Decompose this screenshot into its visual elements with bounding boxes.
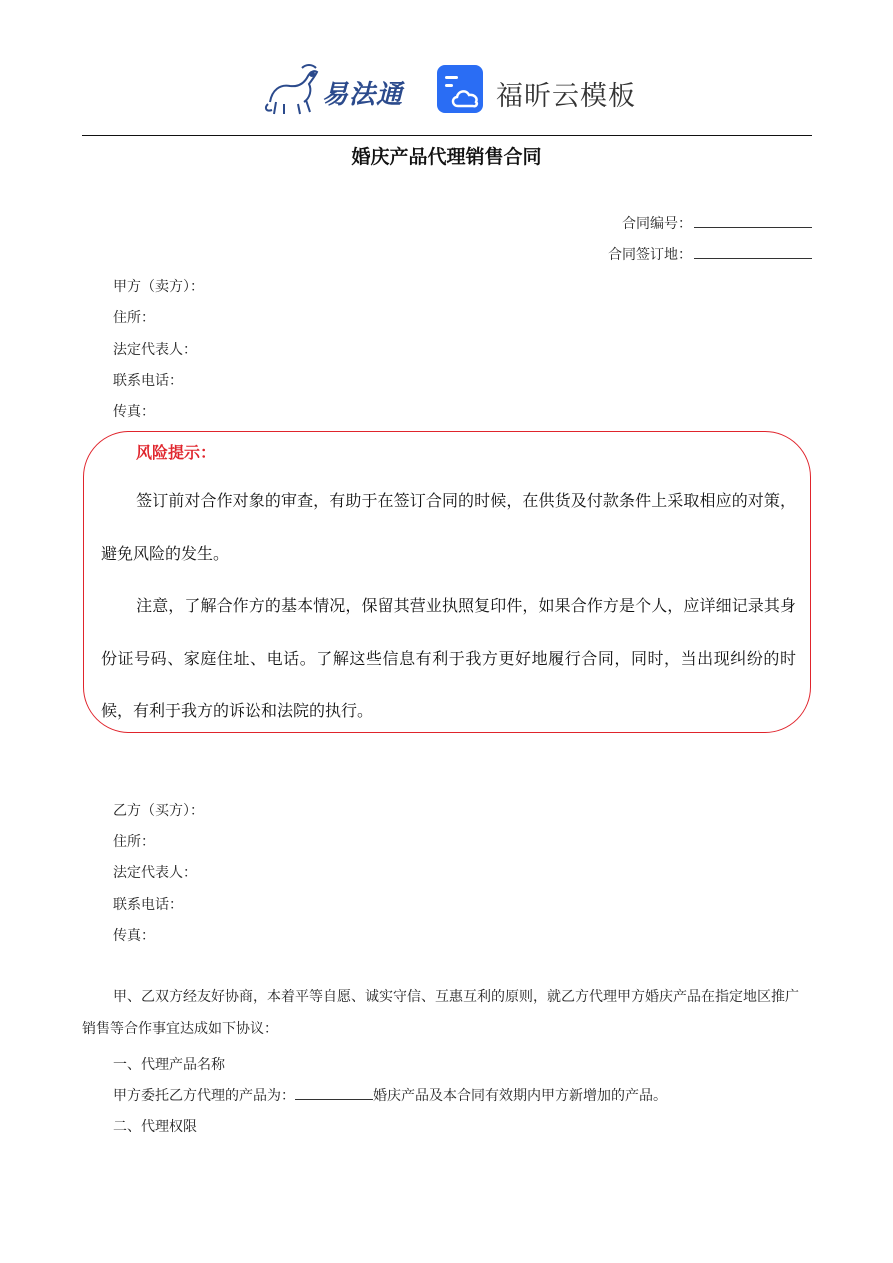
agreement-intro-text: 甲、乙双方经友好协商，本着平等自愿、诚实守信、互惠互利的原则，就乙方代理甲方婚庆产品在指定地区推广销售等合作事宜达成如下协议： <box>82 989 799 1037</box>
party-b-fax: 传真： <box>113 928 155 944</box>
risk-notice-title: 风险提示： <box>136 443 217 462</box>
yifatong-logo-text: 易法通 <box>322 80 404 110</box>
party-b-address: 住所： <box>113 834 155 850</box>
sign-place-label: 合同签订地： <box>608 247 692 263</box>
risk-notice-paragraph-2 <box>101 580 796 738</box>
section-1-title: 一、代理产品名称 <box>113 1057 225 1073</box>
party-a-address: 住所： <box>113 310 155 326</box>
party-a-phone: 联系电话： <box>113 373 183 389</box>
risk-paragraph-1-text: 签订前对合作对象的审查，有助于在签订合同的时候，在供货及付款条件上采取相应的对策，避免风险的发生。 <box>101 491 796 563</box>
sign-place-blank[interactable] <box>694 244 812 259</box>
contract-number-label: 合同编号： <box>622 216 692 232</box>
section-1-prefix: 甲方委托乙方代理的产品为： <box>113 1088 295 1104</box>
contract-number-line <box>622 213 812 233</box>
party-b-heading: 乙方（买方）： <box>113 803 204 819</box>
sign-place-line <box>608 244 812 264</box>
section-2-title: 二、代理权限 <box>113 1119 197 1135</box>
document-title: 婚庆产品代理销售合同 <box>351 146 542 168</box>
party-a-legal-rep: 法定代表人： <box>113 342 197 358</box>
product-name-blank[interactable] <box>295 1087 373 1100</box>
header-divider <box>82 135 812 136</box>
risk-paragraph-2-text: 注意，了解合作方的基本情况，保留其营业执照复印件，如果合作方是个人，应详细记录其身份证号码、家庭住址、电话。了解这些信息有利于我方更好地履行合同，同时，当出现纠纷的时候，有利于我方的诉讼和法院的执行。 <box>101 596 796 720</box>
party-b-phone: 联系电话： <box>113 897 183 913</box>
party-b-legal-rep: 法定代表人： <box>113 865 197 881</box>
fuxin-logo-text: 福昕云模板 <box>496 81 636 112</box>
agreement-intro <box>82 981 812 1045</box>
section-1-suffix: 婚庆产品及本合同有效期内甲方新增加的产品。 <box>373 1088 667 1104</box>
risk-notice-paragraph-1 <box>101 475 796 580</box>
party-a-heading: 甲方（卖方）： <box>113 279 204 295</box>
section-1-clause <box>113 1085 667 1105</box>
contract-number-blank[interactable] <box>694 213 812 228</box>
qilin-logo-icon <box>262 62 322 118</box>
cloud-document-icon <box>436 64 486 116</box>
page-header <box>0 60 893 120</box>
party-a-fax: 传真： <box>113 404 155 420</box>
